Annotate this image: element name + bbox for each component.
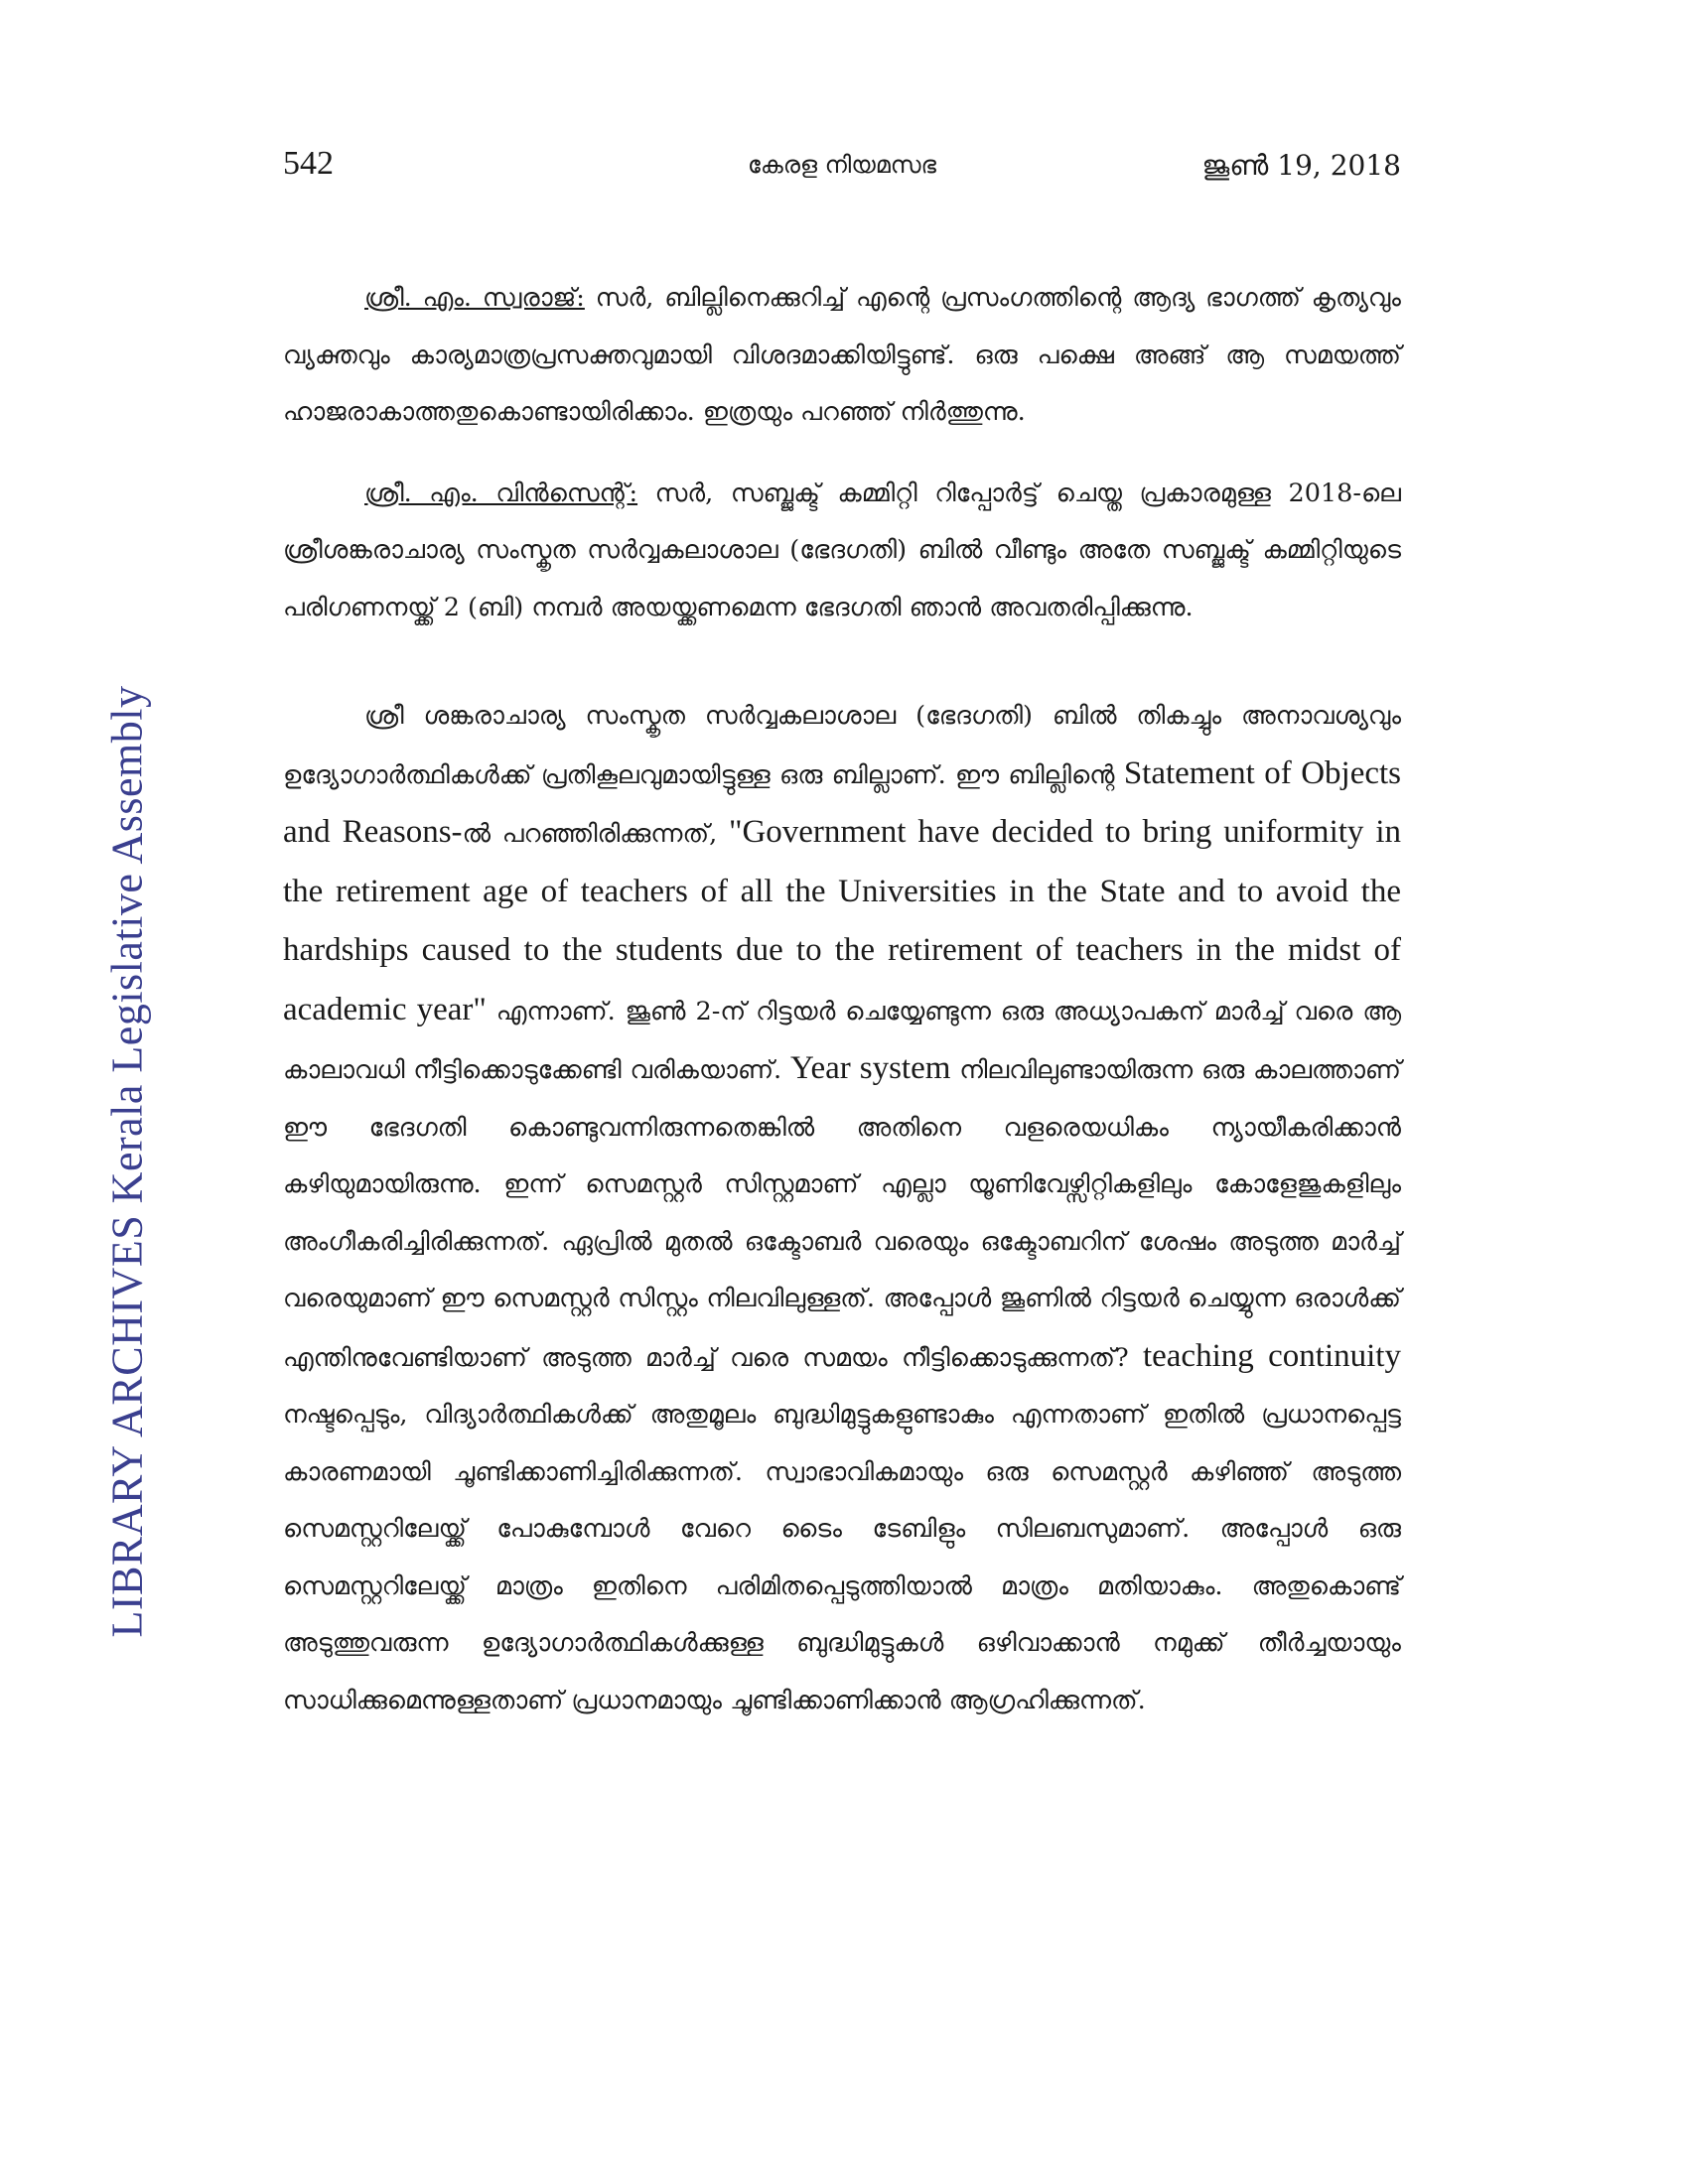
speech-text: നിലവിലുണ്ടായിരുന്ന ഒരു കാലത്താണ് ഈ ഭേദഗതി കൊണ്ടുവന്നിരുന്നതെങ്കിൽ അതിനെ വളരെയധികം ന്യായീകരിക്കാൻ കഴിയുമായിരുന്നു. ഇന്ന് സെമസ്റ്റർ സിസ്റ്റമാണ് എല്ലാ യൂണിവേഴ്സിറ്റികളിലും കോളേജുകളിലും അംഗീകരിച്ചിരിക്കുന്നത്. ഏപ്രിൽ മുതൽ ഒക്ടോബർ വരെയും ഒക്ടോബറിന് ശേഷം അടുത്ത മാർച്ച് വരെയുമാണ് ഈ സെമസ്റ്റർ സിസ്റ്റം നിലവിലുള്ളത്. അപ്പോൾ ജൂണിൽ റിട്ടയർ ചെയ്യുന്ന ഒരാൾക്ക് എന്തിനുവേണ്ടിയാണ് അടുത്ത മാർച്ച് വരെ സമയം നീട്ടിക്കൊടുക്കുന്നത്?: [283, 1055, 1401, 1373]
speech-text: സർ, സബ്ജക്ട് കമ്മിറ്റി റിപ്പോർട്ട് ചെയ്ത പ്രകാരമുള്ള 2018-ലെ ശ്രീശങ്കരാചാര്യ സംസ്കൃത സർവ്വകലാശാല (ഭേദഗതി) ബിൽ വീണ്ടും അതേ സബ്ജക്ട് കമ്മിറ്റിയുടെ പരിഗണനയ്ക്ക് 2 (ബി) നമ്പർ അയയ്ക്കണമെന്ന ഭേദഗതി ഞാൻ അവതരിപ്പിക്കുന്നു.: [283, 478, 1401, 622]
speaker-name: ശ്രീ. എം. സ്വരാജ്:: [364, 283, 585, 313]
archive-watermark: LIBRARY ARCHIVES Kerala Legislative Assembly: [102, 685, 152, 1638]
proceedings-body: [283, 270, 1401, 1729]
page-number: 542: [283, 145, 334, 182]
header-date: ജൂൺ 19, 2018: [1201, 149, 1401, 182]
page-header: [283, 145, 1401, 195]
speech-text: നഷ്ടപ്പെടും, വിദ്യാർത്ഥികൾക്ക് അതുമൂലം ബുദ്ധിമുട്ടുകളുണ്ടാകും എന്നതാണ് ഇതിൽ പ്രധാനപ്പെട്ട കാരണമായി ചൂണ്ടിക്കാണിച്ചിരിക്കുന്നത്. സ്വാഭാവികമായും ഒരു സെമസ്റ്റർ കഴിഞ്ഞ് അടുത്ത സെമസ്റ്ററിലേയ്ക്ക് പോകുമ്പോൾ വേറെ ടൈം ടേബിളും സിലബസുമാണ്. അപ്പോൾ ഒരു സെമസ്റ്ററിലേയ്ക്ക് മാത്രം ഇതിനെ പരിമിതപ്പെടുത്തിയാൽ മാത്രം മതിയാകും. അതുകൊണ്ട് അടുത്തുവരുന്ന ഉദ്യോഗാർത്ഥികൾക്കുള്ള ബുദ്ധിമുട്ടുകൾ ഒഴിവാക്കാൻ നമുക്ക് തീർച്ചയായും സാധിക്കുമെന്നുള്ളതാണ് പ്രധാനമായും ചൂണ്ടിക്കാണിക്കാൻ ആഗ്രഹിക്കുന്നത്.: [283, 1400, 1401, 1715]
speech-text: സർ, ബില്ലിനെക്കുറിച്ച് എന്റെ പ്രസംഗത്തിന്റെ ആദ്യ ഭാഗത്ത് കൃത്യവും വ്യക്തവും കാര്യമാത്രപ്രസക്തവുമായി വിശദമാക്കിയിട്ടുണ്ട്. ഒരു പക്ഷെ അങ്ങ് ആ സമയത്ത് ഹാജരാകാത്തതുകൊണ്ടായിരിക്കാം. ഇത്രയും പറഞ്ഞ് നിർത്തുന്നു.: [283, 283, 1401, 427]
speech-paragraph: [283, 466, 1401, 637]
speech-text: എന്നാണ്. ജൂൺ 2-ന് റിട്ടയർ ചെയ്യേണ്ടുന്ന ഒരു അധ്യാപകന് മാർച്ച് വരെ ആ കാലാവധി നീട്ടിക്കൊടുക്കേണ്ടി വരികയാണ്.: [283, 996, 1402, 1085]
english-phrase: Statement of Objects and Reasons-: [283, 754, 1401, 850]
speaker-name: ശ്രീ. എം. വിൻസെന്റ്:: [364, 478, 638, 508]
speech-text: ശ്രീ ശങ്കരാചാര്യ സംസ്കൃത സർവ്വകലാശാല (ഭേദഗതി) ബിൽ തികച്ചും അനാവശ്യവും ഉദ്യോഗാർത്ഥികൾക്ക് പ്രതികൂലവുമായിട്ടുള്ള ഒരു ബില്ലാണ്. ഈ ബില്ലിന്റെ: [283, 701, 1401, 790]
speech-text: ൽ പറഞ്ഞിരിക്കുന്നത്,: [462, 819, 729, 849]
speech-paragraph: [283, 688, 1401, 1729]
header-title: കേരള നിയമസഭ: [747, 151, 937, 179]
english-phrase: Year system: [789, 1050, 951, 1086]
speech-paragraph: [283, 270, 1401, 442]
english-quote: "Government have decided to bring uniformity in the retirement age of teachers of all the Universities in the State and to avoid the hardships caused to the students due to the retirement of teachers in the midst of academic year": [283, 814, 1401, 1027]
english-phrase: teaching continuity: [1142, 1337, 1401, 1374]
